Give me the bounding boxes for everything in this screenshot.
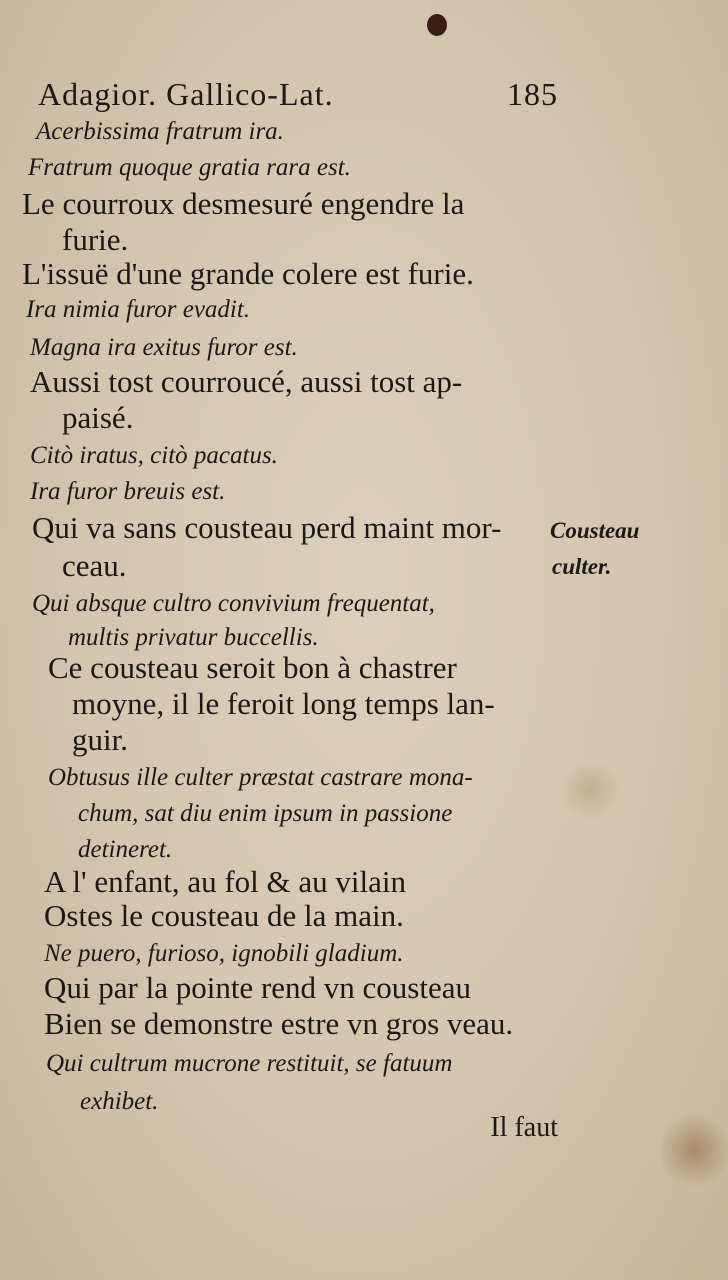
text-line: Ne puero, furioso, ignobili gladium. [44, 940, 404, 967]
text-line: A l' enfant, au fol & au vilain [44, 864, 406, 899]
text-line: paisé. [62, 400, 134, 435]
text-line: multis privatur buccellis. [68, 624, 319, 651]
text-line: Qui cultrum mucrone restituit, se fatuum [46, 1050, 453, 1077]
text-line: Ce cousteau seroit bon à chastrer [48, 650, 457, 685]
text-line: Acerbissima fratrum ira. [36, 118, 284, 145]
text-line: L'issuë d'une grande colere est furie. [22, 256, 474, 291]
text-line: Ira nimia furor evadit. [26, 296, 251, 323]
text-line: Ira furor breuis est. [30, 478, 226, 505]
text-line: detineret. [78, 836, 173, 863]
text-line: exhibet. [80, 1088, 159, 1115]
page-number: 185 [507, 76, 558, 112]
running-head-title: Adagior. Gallico-Lat. [38, 76, 334, 112]
text-line: Le courroux desmesuré engendre la [22, 186, 465, 221]
text-line: Ostes le cousteau de la main. [44, 898, 404, 933]
running-head [38, 76, 558, 116]
text-line: Obtusus ille culter præstat castrare mona- [48, 764, 473, 791]
ink-spot [427, 14, 447, 36]
text-line: Bien se demonstre estre vn gros veau. [44, 1006, 514, 1041]
text-line: Qui va sans cousteau perd maint mor- [32, 510, 502, 545]
margin-note: culter. [552, 554, 612, 579]
text-line: furie. [62, 222, 129, 257]
text-line: chum, sat diu enim ipsum in passione [78, 800, 453, 827]
text-line: Fratrum quoque gratia rara est. [28, 154, 351, 181]
text-line: guir. [72, 722, 128, 757]
text-line: Magna ira exitus furor est. [30, 334, 298, 361]
margin-note: Cousteau [550, 518, 640, 543]
foxing-stain [560, 760, 620, 820]
text-line: Qui par la pointe rend vn cousteau [44, 970, 471, 1005]
catchword: Il faut [490, 1112, 558, 1143]
text-line: Qui absque cultro convivium frequentat, [32, 590, 435, 617]
text-line: moyne, il le feroit long temps lan- [72, 686, 495, 721]
text-line: Citò iratus, citò pacatus. [30, 442, 278, 469]
text-line: ceau. [62, 548, 127, 583]
foxing-stain [660, 1110, 728, 1190]
text-line: Aussi tost courroucé, aussi tost ap- [30, 364, 463, 399]
